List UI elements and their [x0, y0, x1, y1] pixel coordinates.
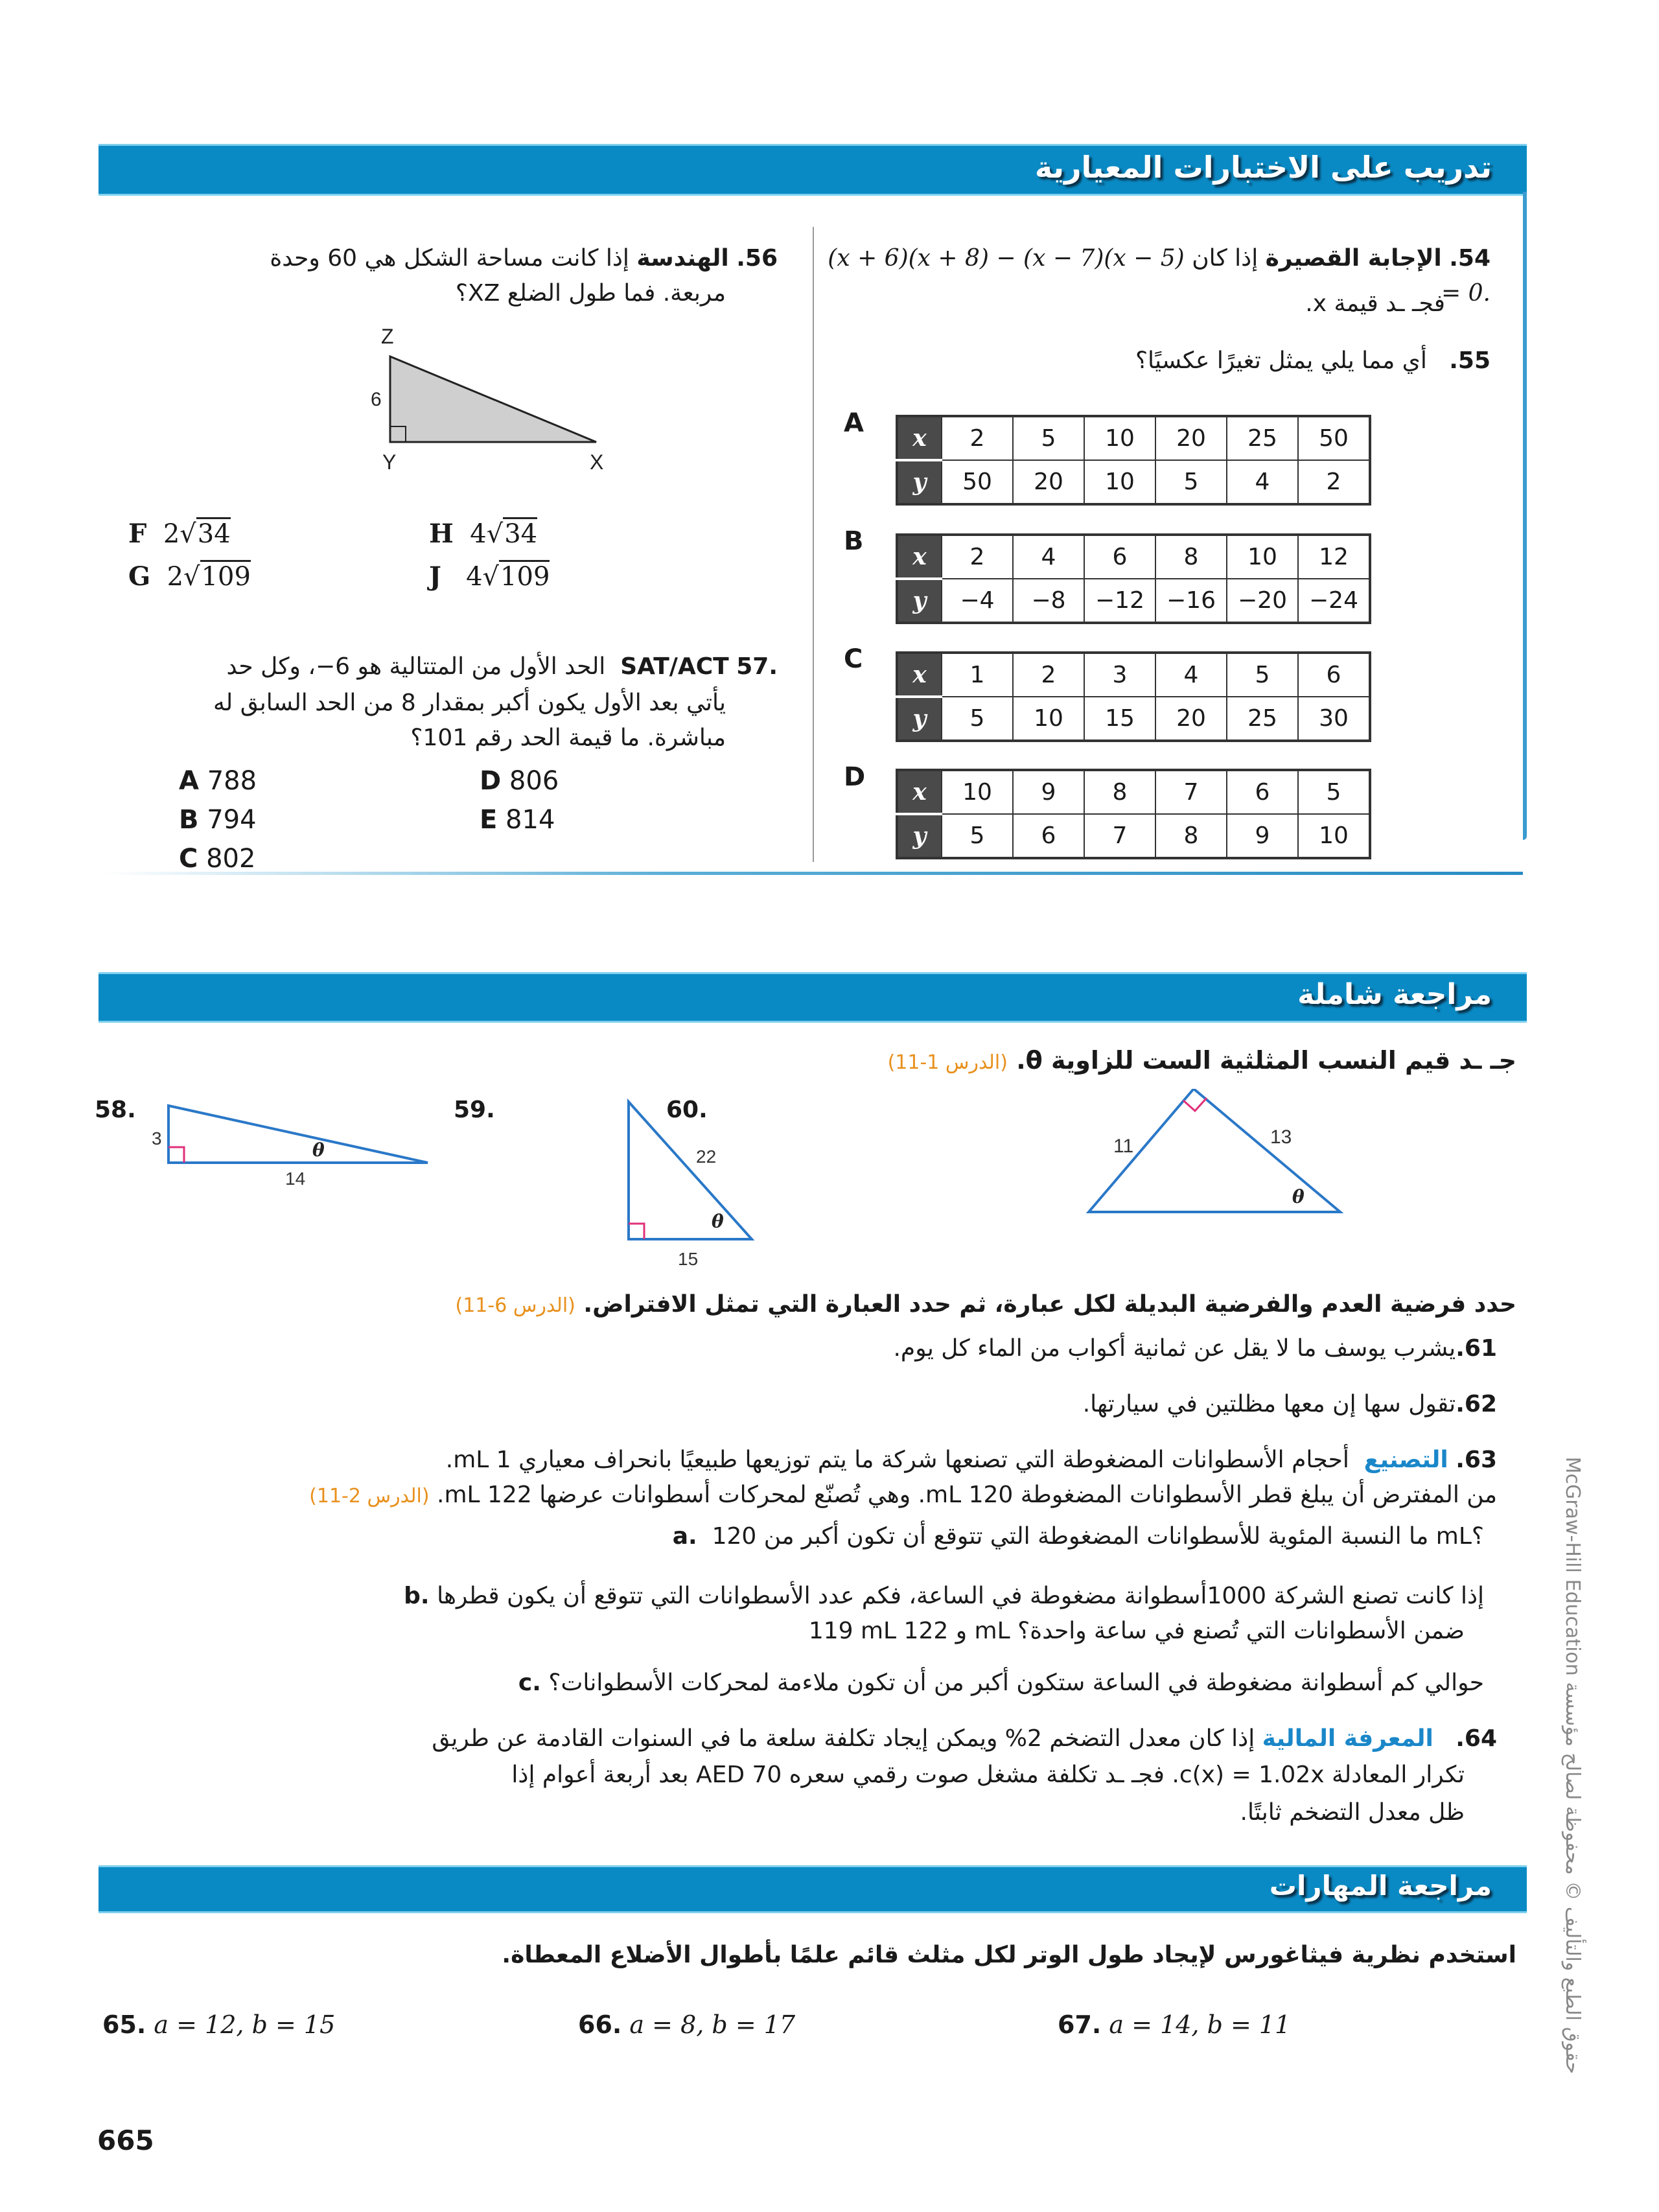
svg-text:14: 14 — [285, 1169, 306, 1189]
lesson-reference: (الدرس 1-11) — [887, 1051, 1008, 1074]
svg-text:Y: Y — [382, 450, 397, 474]
banner-title: تدريب على الاختبارات المعيارية — [1034, 150, 1492, 185]
question-63: 63. التصنيع أحجام الأسطوانات المضغوطة التي تصنعها شركة ما يتم توزيعها طبيعيًا بانحراف معياري 1 mL. — [445, 1447, 1497, 1473]
question-text: إذا كانت مساحة الشكل هي 60 وحدة — [270, 245, 629, 272]
option-a-table: x 2 5 10 20 25 50 y 50 20 10 5 4 2 — [896, 415, 1371, 506]
question-63-part-b: b. إذا كانت تصنع الشركة 1000أسطوانة مضغوطة في الساعة، فكم عدد الأسطوانات التي تتوقع أن يكون قطرها — [404, 1583, 1484, 1609]
question-57-line2: يأتي بعد الأول يكون أكبر بمقدار 8 من الحد السابق له — [213, 690, 726, 716]
question-63-part-b-line2: 119 mL و 122 mL ضمن الأسطوانات التي تُصنع في ساعة واحدة؟ — [808, 1618, 1465, 1644]
equation: (x + 6)(x + 8) − (x − 7)(x − 5) = 0. — [828, 245, 1491, 307]
question-label: SAT/ACT — [620, 653, 729, 680]
question-text: إذا كان — [1192, 245, 1259, 272]
question-number: .57 — [736, 653, 778, 680]
question-label: الهندسة — [636, 245, 729, 272]
question-number: 56. — [736, 245, 778, 272]
choice-d[interactable]: D 806 — [480, 766, 559, 796]
question-63-line2: من المفترض أن يبلغ قطر الأسطوانات المضغوطة 120 mL. وهي تُصنّع لمحركات أسطوانات عرضها 122 mL. (الدرس 2-11) — [309, 1482, 1497, 1508]
skills-review-banner — [99, 1865, 1527, 1913]
question-66: 66. a = 8, b = 17 — [578, 2010, 796, 2039]
question-64-line3: ظل معدل التضخم ثابتًا. — [1240, 1799, 1465, 1826]
column-divider — [813, 227, 814, 862]
question-54-line2: فجـ ـد قيمة x. — [1305, 290, 1445, 317]
triangle-xyz-figure — [350, 324, 622, 480]
choice-g[interactable]: G 2√109 — [128, 561, 251, 592]
figure-58-number: 58. — [95, 1097, 136, 1123]
figure-60-triangle — [1076, 1089, 1361, 1238]
question-number: 55. — [1449, 347, 1491, 374]
figure-58-triangle — [143, 1102, 441, 1193]
option-a-label[interactable]: A — [844, 408, 864, 438]
svg-text:X: X — [590, 450, 604, 474]
question-number: 54. — [1449, 245, 1491, 272]
option-c-table: x 1 2 3 4 5 6 y 5 10 15 20 25 30 — [896, 651, 1371, 742]
question-55 — [842, 343, 1491, 378]
choice-b[interactable]: B 794 — [179, 805, 257, 835]
question-67: 67. a = 14, b = 11 — [1058, 2010, 1291, 2039]
question-text: الحد الأول من المتتالية هو 6−، وكل حد — [226, 653, 606, 680]
question-56 — [194, 241, 778, 276]
question-label: التصنيع — [1363, 1447, 1448, 1473]
lesson-reference: (الدرس 6-11) — [455, 1294, 575, 1317]
banner-title: مراجعة المهارات — [1269, 1870, 1492, 1902]
question-label: الإجابة القصيرة — [1265, 245, 1442, 272]
y-header: y — [897, 460, 942, 504]
question-63-part-a: a. ما النسبة المئوية للأسطوانات المضغوطة التي تتوقع أن تكون أكبر من 120 mL؟ — [672, 1523, 1484, 1550]
practice-box-right-border — [1523, 192, 1527, 840]
practice-box-bottom-border — [104, 872, 1523, 875]
choice-f[interactable]: F 2√34 — [128, 518, 231, 549]
skills-instruction: استخدم نظرية فيثاغورس لإيجاد طول الوتر لكل مثلث قائم علمًا بأطوال الأضلاع المعطاة. — [502, 1942, 1516, 1968]
copyright-vertical: حقوق الطبع والتأليف © محفوظة لصالح مؤسسة McGraw-Hill Education — [1561, 1456, 1584, 2074]
option-d-label[interactable]: D — [844, 762, 866, 792]
standardized-practice-banner — [99, 144, 1527, 196]
x-header: x — [897, 416, 942, 460]
choice-a[interactable]: A 788 — [179, 766, 257, 796]
question-57-line3: مباشرة. ما قيمة الحد رقم 101؟ — [410, 725, 726, 751]
question-64: 64. المعرفة المالية إذا كان معدل التضخم 2% ويمكن إيجاد تكلفة سلعة ما في السنوات القادمة عن طريق — [432, 1725, 1497, 1752]
question-57 — [130, 649, 778, 684]
figure-59-number: 59. — [454, 1097, 495, 1123]
svg-text:Z: Z — [381, 325, 394, 348]
question-62: 62.تقول سها إن معها مظلتين في سيارتها. — [1082, 1391, 1497, 1417]
choice-h[interactable]: H 4√34 — [429, 518, 538, 549]
lesson-reference: (الدرس 2-11) — [309, 1485, 430, 1508]
option-b-table: x 2 4 6 8 10 12 y −4 −8 −12 −16 −20 −24 — [896, 533, 1371, 624]
svg-text:3: 3 — [152, 1128, 162, 1148]
svg-text:θ: θ — [312, 1139, 325, 1161]
svg-text:22: 22 — [696, 1147, 717, 1167]
hypothesis-instruction: حدد فرضية العدم والفرضية البديلة لكل عبارة، ثم حدد العبارة التي تمثل الافتراض. (الدرس 6-11) — [455, 1291, 1516, 1318]
choice-j[interactable]: J 4√109 — [429, 561, 550, 592]
choice-e[interactable]: E 814 — [480, 805, 555, 835]
svg-text:θ: θ — [712, 1211, 724, 1232]
option-d-table: x 10 9 8 7 6 5 y 5 6 7 8 9 10 — [896, 769, 1371, 859]
question-label: المعرفة المالية — [1262, 1725, 1433, 1752]
option-b-label[interactable]: B — [844, 526, 864, 556]
trig-instruction: جـ ـد قيم النسب المثلثية الست للزاوية θ. (الدرس 1-11) — [887, 1046, 1516, 1075]
question-65: 65. a = 12, b = 15 — [102, 2010, 336, 2039]
question-56-line2: مربعة. فما طول الضلع XZ؟ — [455, 280, 726, 307]
option-c-label[interactable]: C — [844, 644, 863, 674]
comprehensive-review-banner — [99, 972, 1527, 1023]
figure-59-triangle — [609, 1095, 765, 1277]
page-number: 665 — [97, 2125, 154, 2156]
banner-title: مراجعة شاملة — [1297, 978, 1492, 1011]
svg-text:13: 13 — [1270, 1126, 1292, 1148]
question-61: 61.يشرب يوسف ما لا يقل عن ثمانية أكواب من الماء كل يوم. — [893, 1335, 1497, 1362]
question-text: أي مما يلي يمثل تغيرًا عكسيًا؟ — [1135, 347, 1427, 374]
choice-c[interactable]: C 802 — [179, 844, 256, 874]
svg-text:11: 11 — [1113, 1135, 1134, 1157]
question-63-part-c: c. حوالي كم أسطوانة مضغوطة في الساعة ستكون أكبر من أن تكون ملاءمة لمحركات الأسطوانات؟ — [518, 1670, 1484, 1696]
figure-60-number: 60. — [666, 1097, 708, 1123]
svg-text:θ: θ — [1292, 1186, 1305, 1207]
svg-text:6: 6 — [371, 389, 382, 410]
svg-text:15: 15 — [678, 1249, 699, 1269]
question-64-line2: تكرار المعادلة c(x) = 1.02x. فجـ ـد تكلفة مشغل صوت رقمي سعره AED 70 بعد أربعة أعوام إذا — [511, 1762, 1465, 1788]
